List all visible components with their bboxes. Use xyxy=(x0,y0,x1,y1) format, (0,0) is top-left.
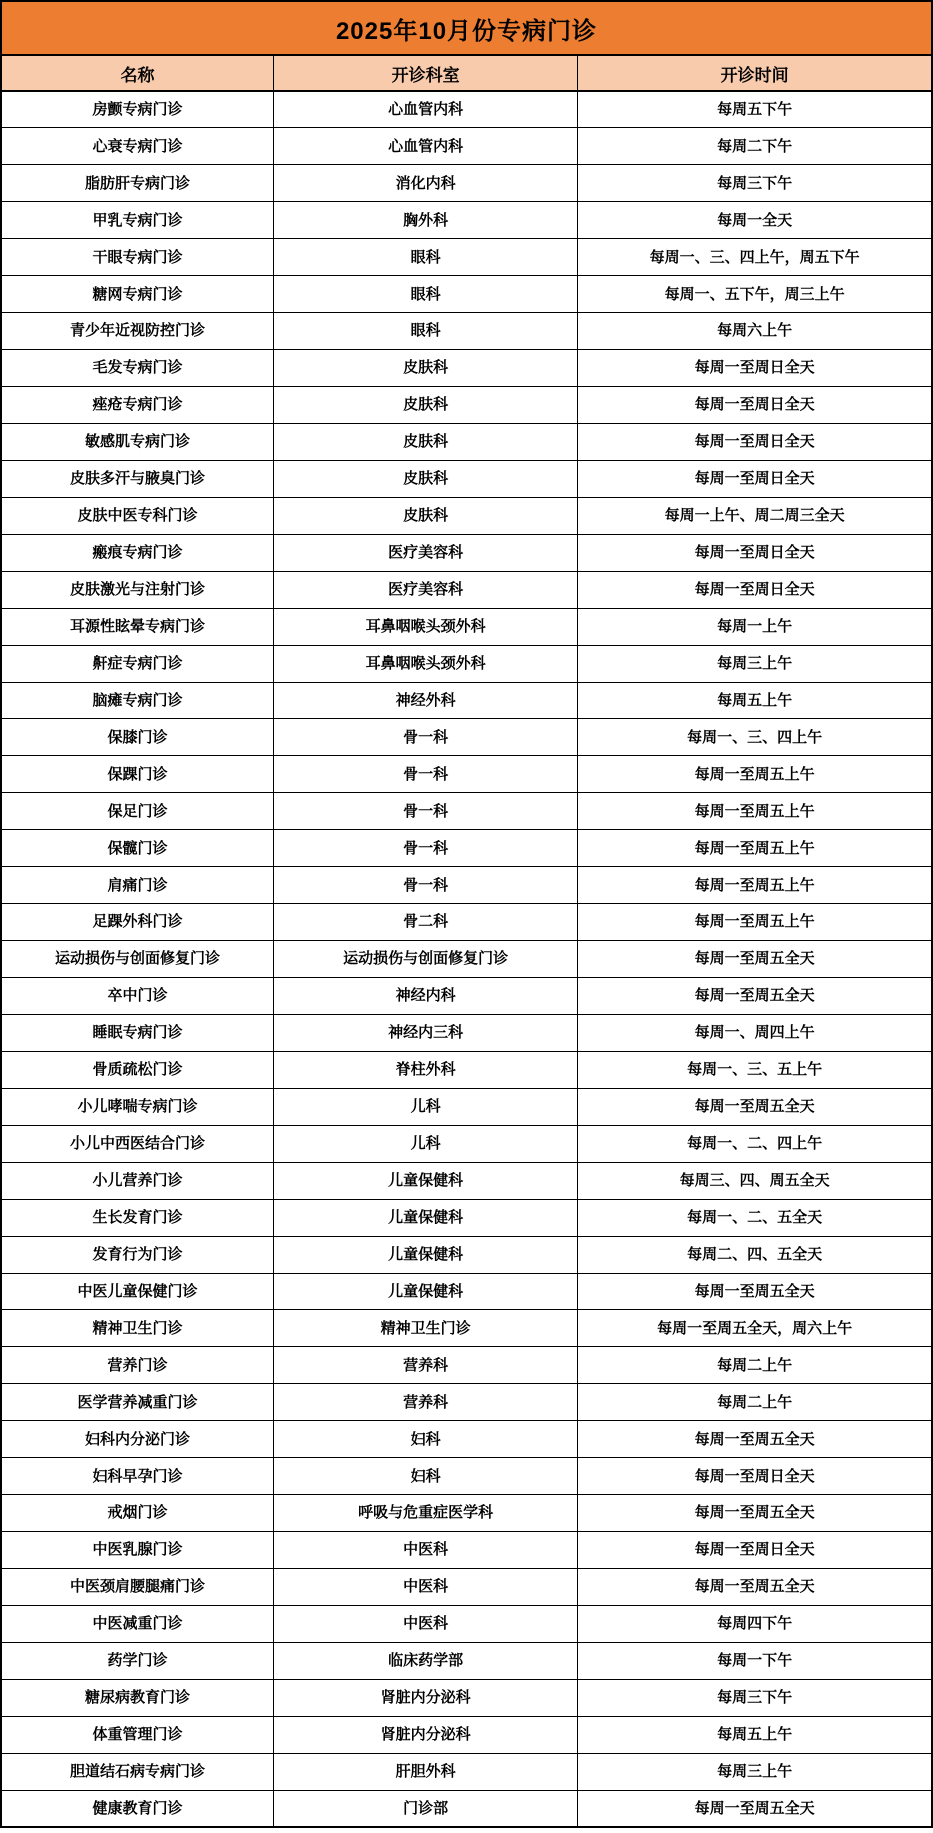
department-cell: 妇科 xyxy=(273,1458,577,1495)
department-cell: 医疗美容科 xyxy=(273,534,577,571)
table-row xyxy=(1,1162,932,1199)
table-row xyxy=(1,1753,932,1790)
table-row xyxy=(1,1679,932,1716)
department-cell: 儿童保健科 xyxy=(273,1236,577,1273)
clinic-name-cell: 中医乳腺门诊 xyxy=(1,1532,273,1569)
table-row xyxy=(1,1421,932,1458)
table-row xyxy=(1,165,932,202)
clinic-name-cell: 骨质疏松门诊 xyxy=(1,1051,273,1088)
table-row xyxy=(1,867,932,904)
table-row xyxy=(1,239,932,276)
time-cell: 每周五下午 xyxy=(578,91,932,128)
department-cell: 肾脏内分泌科 xyxy=(273,1716,577,1753)
time-cell: 每周一至周日全天 xyxy=(578,1458,932,1495)
time-cell: 每周一至周日全天 xyxy=(578,1532,932,1569)
clinic-name-cell: 运动损伤与创面修复门诊 xyxy=(1,941,273,978)
department-cell: 神经内三科 xyxy=(273,1014,577,1051)
time-cell: 每周一、三、四上午 xyxy=(578,719,932,756)
department-cell: 中医科 xyxy=(273,1569,577,1606)
time-cell: 每周一至周日全天 xyxy=(578,387,932,424)
department-cell: 中医科 xyxy=(273,1532,577,1569)
clinic-name-cell: 毛发专病门诊 xyxy=(1,350,273,387)
department-cell: 心血管内科 xyxy=(273,91,577,128)
time-cell: 每周一上午、周二周三全天 xyxy=(578,497,932,534)
table-row xyxy=(1,91,932,128)
time-cell: 每周一、周四上午 xyxy=(578,1014,932,1051)
clinic-name-cell: 干眼专病门诊 xyxy=(1,239,273,276)
clinic-name-cell: 心衰专病门诊 xyxy=(1,128,273,165)
table-row xyxy=(1,1088,932,1125)
time-cell: 每周一至周日全天 xyxy=(578,423,932,460)
time-cell: 每周二上午 xyxy=(578,1347,932,1384)
department-cell: 神经内科 xyxy=(273,978,577,1015)
clinic-name-cell: 糖网专病门诊 xyxy=(1,276,273,313)
clinic-name-cell: 糖尿病教育门诊 xyxy=(1,1679,273,1716)
clinic-name-cell: 肩痛门诊 xyxy=(1,867,273,904)
department-cell: 营养科 xyxy=(273,1384,577,1421)
column-header-department: 开诊科室 xyxy=(273,55,577,91)
table-row xyxy=(1,128,932,165)
department-cell: 骨二科 xyxy=(273,904,577,941)
table-row xyxy=(1,1642,932,1679)
clinic-name-cell: 医学营养减重门诊 xyxy=(1,1384,273,1421)
clinic-name-cell: 瘢痕专病门诊 xyxy=(1,534,273,571)
table-row xyxy=(1,793,932,830)
department-cell: 营养科 xyxy=(273,1347,577,1384)
clinic-name-cell: 体重管理门诊 xyxy=(1,1716,273,1753)
department-cell: 儿童保健科 xyxy=(273,1199,577,1236)
time-cell: 每周三、四、周五全天 xyxy=(578,1162,932,1199)
department-cell: 妇科 xyxy=(273,1421,577,1458)
table-row xyxy=(1,1790,932,1827)
clinic-name-cell: 甲乳专病门诊 xyxy=(1,202,273,239)
time-cell: 每周三下午 xyxy=(578,1679,932,1716)
clinic-name-cell: 皮肤多汗与腋臭门诊 xyxy=(1,460,273,497)
clinic-name-cell: 健康教育门诊 xyxy=(1,1790,273,1827)
table-row xyxy=(1,1569,932,1606)
department-cell: 皮肤科 xyxy=(273,497,577,534)
time-cell: 每周三上午 xyxy=(578,645,932,682)
time-cell: 每周一至周日全天 xyxy=(578,534,932,571)
table-row xyxy=(1,756,932,793)
clinic-name-cell: 妇科早孕门诊 xyxy=(1,1458,273,1495)
table-title-row xyxy=(1,1,932,55)
time-cell: 每周一至周五上午 xyxy=(578,904,932,941)
time-cell: 每周三下午 xyxy=(578,165,932,202)
time-cell: 每周五上午 xyxy=(578,682,932,719)
clinic-name-cell: 生长发育门诊 xyxy=(1,1199,273,1236)
department-cell: 医疗美容科 xyxy=(273,571,577,608)
column-header-time: 开诊时间 xyxy=(578,55,932,91)
department-cell: 皮肤科 xyxy=(273,423,577,460)
page-title: 2025年10月份专病门诊 xyxy=(1,1,932,55)
clinic-name-cell: 痤疮专病门诊 xyxy=(1,387,273,424)
time-cell: 每周二、四、五全天 xyxy=(578,1236,932,1273)
department-cell: 骨一科 xyxy=(273,793,577,830)
clinic-name-cell: 发育行为门诊 xyxy=(1,1236,273,1273)
table-row xyxy=(1,460,932,497)
department-cell: 临床药学部 xyxy=(273,1642,577,1679)
time-cell: 每周一至周五全天 xyxy=(578,1569,932,1606)
department-cell: 骨一科 xyxy=(273,830,577,867)
clinic-name-cell: 保膝门诊 xyxy=(1,719,273,756)
department-cell: 呼吸与危重症医学科 xyxy=(273,1495,577,1532)
department-cell: 中医科 xyxy=(273,1605,577,1642)
department-cell: 胸外科 xyxy=(273,202,577,239)
time-cell: 每周一至周五全天 xyxy=(578,1790,932,1827)
clinic-name-cell: 小儿营养门诊 xyxy=(1,1162,273,1199)
table-row xyxy=(1,1384,932,1421)
department-cell: 眼科 xyxy=(273,276,577,313)
time-cell: 每周六上午 xyxy=(578,313,932,350)
clinic-name-cell: 胆道结石病专病门诊 xyxy=(1,1753,273,1790)
department-cell: 门诊部 xyxy=(273,1790,577,1827)
table-row xyxy=(1,387,932,424)
department-cell: 儿科 xyxy=(273,1088,577,1125)
department-cell: 皮肤科 xyxy=(273,460,577,497)
clinic-name-cell: 青少年近视防控门诊 xyxy=(1,313,273,350)
table-row xyxy=(1,1125,932,1162)
time-cell: 每周四下午 xyxy=(578,1605,932,1642)
clinic-name-cell: 脂肪肝专病门诊 xyxy=(1,165,273,202)
time-cell: 每周一至周五全天 xyxy=(578,1088,932,1125)
clinic-name-cell: 卒中门诊 xyxy=(1,978,273,1015)
clinic-name-cell: 保踝门诊 xyxy=(1,756,273,793)
department-cell: 儿童保健科 xyxy=(273,1162,577,1199)
table-row xyxy=(1,1051,932,1088)
time-cell: 每周一至周五全天 xyxy=(578,1273,932,1310)
department-cell: 耳鼻咽喉头颈外科 xyxy=(273,645,577,682)
time-cell: 每周二下午 xyxy=(578,128,932,165)
time-cell: 每周一至周五上午 xyxy=(578,830,932,867)
time-cell: 每周一、五下午，周三上午 xyxy=(578,276,932,313)
department-cell: 骨一科 xyxy=(273,756,577,793)
clinic-name-cell: 营养门诊 xyxy=(1,1347,273,1384)
time-cell: 每周一至周五全天 xyxy=(578,1421,932,1458)
time-cell: 每周一上午 xyxy=(578,608,932,645)
time-cell: 每周一至周五全天 xyxy=(578,941,932,978)
clinic-name-cell: 保髋门诊 xyxy=(1,830,273,867)
clinic-name-cell: 房颤专病门诊 xyxy=(1,91,273,128)
department-cell: 眼科 xyxy=(273,313,577,350)
table-row xyxy=(1,1199,932,1236)
table-row xyxy=(1,276,932,313)
table-body xyxy=(1,91,932,1827)
table-row xyxy=(1,1605,932,1642)
department-cell: 消化内科 xyxy=(273,165,577,202)
table-row xyxy=(1,1014,932,1051)
clinic-name-cell: 足踝外科门诊 xyxy=(1,904,273,941)
time-cell: 每周一至周五上午 xyxy=(578,867,932,904)
clinic-name-cell: 敏感肌专病门诊 xyxy=(1,423,273,460)
table-row xyxy=(1,350,932,387)
clinic-name-cell: 皮肤激光与注射门诊 xyxy=(1,571,273,608)
clinic-name-cell: 药学门诊 xyxy=(1,1642,273,1679)
time-cell: 每周一至周五上午 xyxy=(578,793,932,830)
time-cell: 每周二上午 xyxy=(578,1384,932,1421)
department-cell: 肝胆外科 xyxy=(273,1753,577,1790)
clinic-name-cell: 鼾症专病门诊 xyxy=(1,645,273,682)
time-cell: 每周五上午 xyxy=(578,1716,932,1753)
table-row xyxy=(1,423,932,460)
time-cell: 每周一至周日全天 xyxy=(578,350,932,387)
table-row xyxy=(1,608,932,645)
department-cell: 儿童保健科 xyxy=(273,1273,577,1310)
clinic-name-cell: 小儿哮喘专病门诊 xyxy=(1,1088,273,1125)
clinic-name-cell: 脑瘫专病门诊 xyxy=(1,682,273,719)
table-row xyxy=(1,719,932,756)
time-cell: 每周一下午 xyxy=(578,1642,932,1679)
time-cell: 每周三上午 xyxy=(578,1753,932,1790)
clinic-name-cell: 耳源性眩晕专病门诊 xyxy=(1,608,273,645)
time-cell: 每周一至周日全天 xyxy=(578,571,932,608)
clinic-name-cell: 皮肤中医专科门诊 xyxy=(1,497,273,534)
clinic-name-cell: 中医儿童保健门诊 xyxy=(1,1273,273,1310)
table-row xyxy=(1,978,932,1015)
table-row xyxy=(1,1532,932,1569)
time-cell: 每周一至周五全天 xyxy=(578,978,932,1015)
clinic-name-cell: 中医减重门诊 xyxy=(1,1605,273,1642)
department-cell: 脊柱外科 xyxy=(273,1051,577,1088)
department-cell: 肾脏内分泌科 xyxy=(273,1679,577,1716)
time-cell: 每周一至周日全天 xyxy=(578,460,932,497)
department-cell: 骨一科 xyxy=(273,867,577,904)
department-cell: 皮肤科 xyxy=(273,387,577,424)
table-row xyxy=(1,904,932,941)
table-row xyxy=(1,1347,932,1384)
table-row xyxy=(1,830,932,867)
table-row xyxy=(1,497,932,534)
table-row xyxy=(1,645,932,682)
department-cell: 耳鼻咽喉头颈外科 xyxy=(273,608,577,645)
table-header-row xyxy=(1,55,932,91)
clinic-name-cell: 精神卫生门诊 xyxy=(1,1310,273,1347)
table-row xyxy=(1,1716,932,1753)
clinic-name-cell: 保足门诊 xyxy=(1,793,273,830)
time-cell: 每周一至周五上午 xyxy=(578,756,932,793)
department-cell: 精神卫生门诊 xyxy=(273,1310,577,1347)
table-row xyxy=(1,941,932,978)
table-row xyxy=(1,1310,932,1347)
time-cell: 每周一、三、五上午 xyxy=(578,1051,932,1088)
department-cell: 儿科 xyxy=(273,1125,577,1162)
time-cell: 每周一至周五全天 xyxy=(578,1495,932,1532)
time-cell: 每周一、三、四上午，周五下午 xyxy=(578,239,932,276)
table-row xyxy=(1,1495,932,1532)
time-cell: 每周一、二、五全天 xyxy=(578,1199,932,1236)
department-cell: 神经外科 xyxy=(273,682,577,719)
department-cell: 运动损伤与创面修复门诊 xyxy=(273,941,577,978)
table-row xyxy=(1,534,932,571)
column-header-name: 名称 xyxy=(1,55,273,91)
table-row xyxy=(1,1236,932,1273)
department-cell: 骨一科 xyxy=(273,719,577,756)
clinic-name-cell: 睡眠专病门诊 xyxy=(1,1014,273,1051)
clinic-name-cell: 中医颈肩腰腿痛门诊 xyxy=(1,1569,273,1606)
department-cell: 心血管内科 xyxy=(273,128,577,165)
time-cell: 每周一、二、四上午 xyxy=(578,1125,932,1162)
table-row xyxy=(1,1458,932,1495)
clinic-name-cell: 戒烟门诊 xyxy=(1,1495,273,1532)
clinic-name-cell: 小儿中西医结合门诊 xyxy=(1,1125,273,1162)
time-cell: 每周一至周五全天，周六上午 xyxy=(578,1310,932,1347)
clinic-name-cell: 妇科内分泌门诊 xyxy=(1,1421,273,1458)
time-cell: 每周一全天 xyxy=(578,202,932,239)
table-row xyxy=(1,202,932,239)
table-row xyxy=(1,1273,932,1310)
table-row xyxy=(1,571,932,608)
table-row xyxy=(1,682,932,719)
table-row xyxy=(1,313,932,350)
department-cell: 皮肤科 xyxy=(273,350,577,387)
department-cell: 眼科 xyxy=(273,239,577,276)
